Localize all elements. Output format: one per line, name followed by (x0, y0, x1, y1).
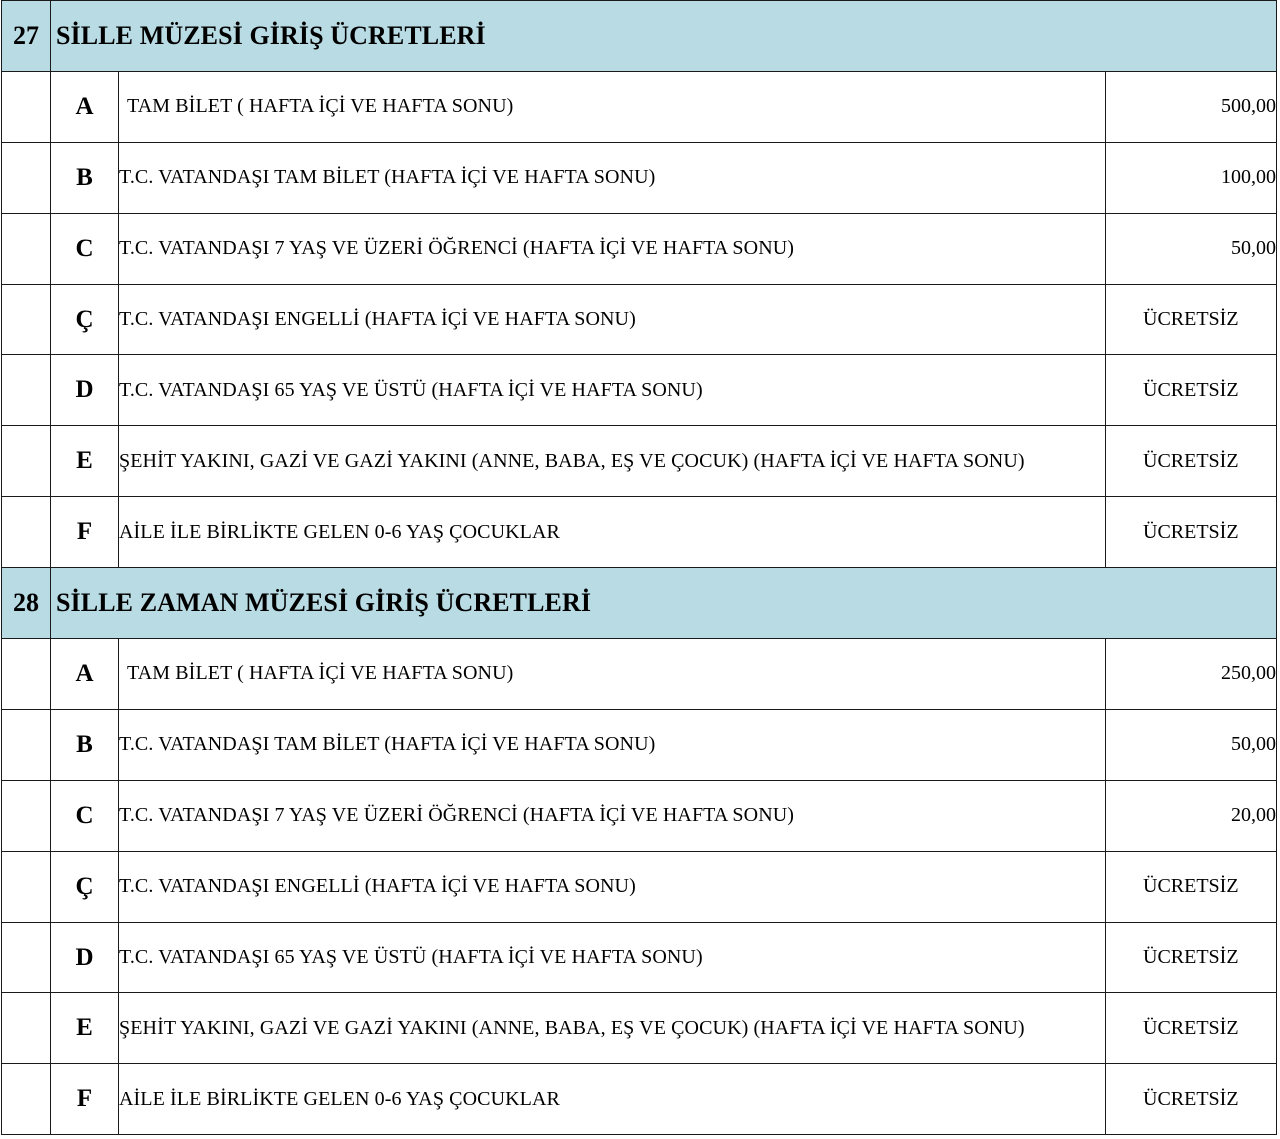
blank-cell (2, 922, 51, 993)
row-description: T.C. VATANDAŞI TAM BİLET (HAFTA İÇİ VE HAFTA SONU) (119, 142, 1106, 213)
row-description: ŞEHİT YAKINI, GAZİ VE GAZİ YAKINI (ANNE, BABA, EŞ VE ÇOCUK) (HAFTA İÇİ VE HAFTA SONU) (119, 993, 1106, 1064)
row-letter: F (51, 497, 119, 568)
row-price: ÜCRETSİZ (1106, 1064, 1277, 1135)
row-description: TAM BİLET ( HAFTA İÇİ VE HAFTA SONU) (119, 639, 1106, 710)
row-description: ŞEHİT YAKINI, GAZİ VE GAZİ YAKINI (ANNE, BABA, EŞ VE ÇOCUK) (HAFTA İÇİ VE HAFTA SONU) (119, 426, 1106, 497)
row-letter: B (51, 709, 119, 780)
row-price: 250,00 (1106, 639, 1277, 710)
table-row (2, 993, 1277, 1064)
blank-cell (2, 213, 51, 284)
table-row (2, 71, 1277, 142)
row-letter: Ç (51, 284, 119, 355)
blank-cell (2, 851, 51, 922)
row-price: ÜCRETSİZ (1106, 851, 1277, 922)
row-description: T.C. VATANDAŞI 65 YAŞ VE ÜSTÜ (HAFTA İÇİ VE HAFTA SONU) (119, 355, 1106, 426)
row-price: ÜCRETSİZ (1106, 993, 1277, 1064)
table-row (2, 709, 1277, 780)
table-row (2, 142, 1277, 213)
blank-cell (2, 284, 51, 355)
blank-cell (2, 71, 51, 142)
row-price: 50,00 (1106, 709, 1277, 780)
table-row (2, 355, 1277, 426)
row-description: T.C. VATANDAŞI ENGELLİ (HAFTA İÇİ VE HAFTA SONU) (119, 851, 1106, 922)
row-letter: A (51, 71, 119, 142)
row-price: ÜCRETSİZ (1106, 355, 1277, 426)
row-description: T.C. VATANDAŞI 65 YAŞ VE ÜSTÜ (HAFTA İÇİ VE HAFTA SONU) (119, 922, 1106, 993)
row-price: 500,00 (1106, 71, 1277, 142)
blank-cell (2, 355, 51, 426)
table-row (2, 1064, 1277, 1135)
row-description: AİLE İLE BİRLİKTE GELEN 0-6 YAŞ ÇOCUKLAR (119, 1064, 1106, 1135)
table-row (2, 780, 1277, 851)
row-description: AİLE İLE BİRLİKTE GELEN 0-6 YAŞ ÇOCUKLAR (119, 497, 1106, 568)
row-price: ÜCRETSİZ (1106, 284, 1277, 355)
row-letter: B (51, 142, 119, 213)
blank-cell (2, 497, 51, 568)
table-row (2, 922, 1277, 993)
section-title: SİLLE ZAMAN MÜZESİ GİRİŞ ÜCRETLERİ (51, 568, 1277, 639)
row-letter: C (51, 213, 119, 284)
row-letter: E (51, 426, 119, 497)
row-description: T.C. VATANDAŞI 7 YAŞ VE ÜZERİ ÖĞRENCİ (HAFTA İÇİ VE HAFTA SONU) (119, 213, 1106, 284)
row-price: 20,00 (1106, 780, 1277, 851)
row-price: 50,00 (1106, 213, 1277, 284)
row-description: T.C. VATANDAŞI TAM BİLET (HAFTA İÇİ VE HAFTA SONU) (119, 709, 1106, 780)
row-letter: D (51, 355, 119, 426)
row-description: TAM BİLET ( HAFTA İÇİ VE HAFTA SONU) (119, 71, 1106, 142)
row-price: ÜCRETSİZ (1106, 497, 1277, 568)
table-row (2, 639, 1277, 710)
table-row (2, 213, 1277, 284)
table-row (2, 497, 1277, 568)
table-row (2, 851, 1277, 922)
blank-cell (2, 1064, 51, 1135)
blank-cell (2, 639, 51, 710)
row-letter: C (51, 780, 119, 851)
section-header-row (2, 1, 1277, 72)
section-header-row (2, 568, 1277, 639)
row-letter: D (51, 922, 119, 993)
blank-cell (2, 709, 51, 780)
row-description: T.C. VATANDAŞI ENGELLİ (HAFTA İÇİ VE HAFTA SONU) (119, 284, 1106, 355)
blank-cell (2, 142, 51, 213)
table-row (2, 426, 1277, 497)
fee-table (1, 0, 1277, 1135)
row-letter: Ç (51, 851, 119, 922)
row-price: ÜCRETSİZ (1106, 922, 1277, 993)
row-letter: A (51, 639, 119, 710)
row-letter: E (51, 993, 119, 1064)
blank-cell (2, 426, 51, 497)
section-number: 27 (2, 1, 51, 72)
row-price: 100,00 (1106, 142, 1277, 213)
blank-cell (2, 780, 51, 851)
section-title: SİLLE MÜZESİ GİRİŞ ÜCRETLERİ (51, 1, 1277, 72)
table-row (2, 284, 1277, 355)
row-price: ÜCRETSİZ (1106, 426, 1277, 497)
row-description: T.C. VATANDAŞI 7 YAŞ VE ÜZERİ ÖĞRENCİ (HAFTA İÇİ VE HAFTA SONU) (119, 780, 1106, 851)
section-number: 28 (2, 568, 51, 639)
blank-cell (2, 993, 51, 1064)
row-letter: F (51, 1064, 119, 1135)
